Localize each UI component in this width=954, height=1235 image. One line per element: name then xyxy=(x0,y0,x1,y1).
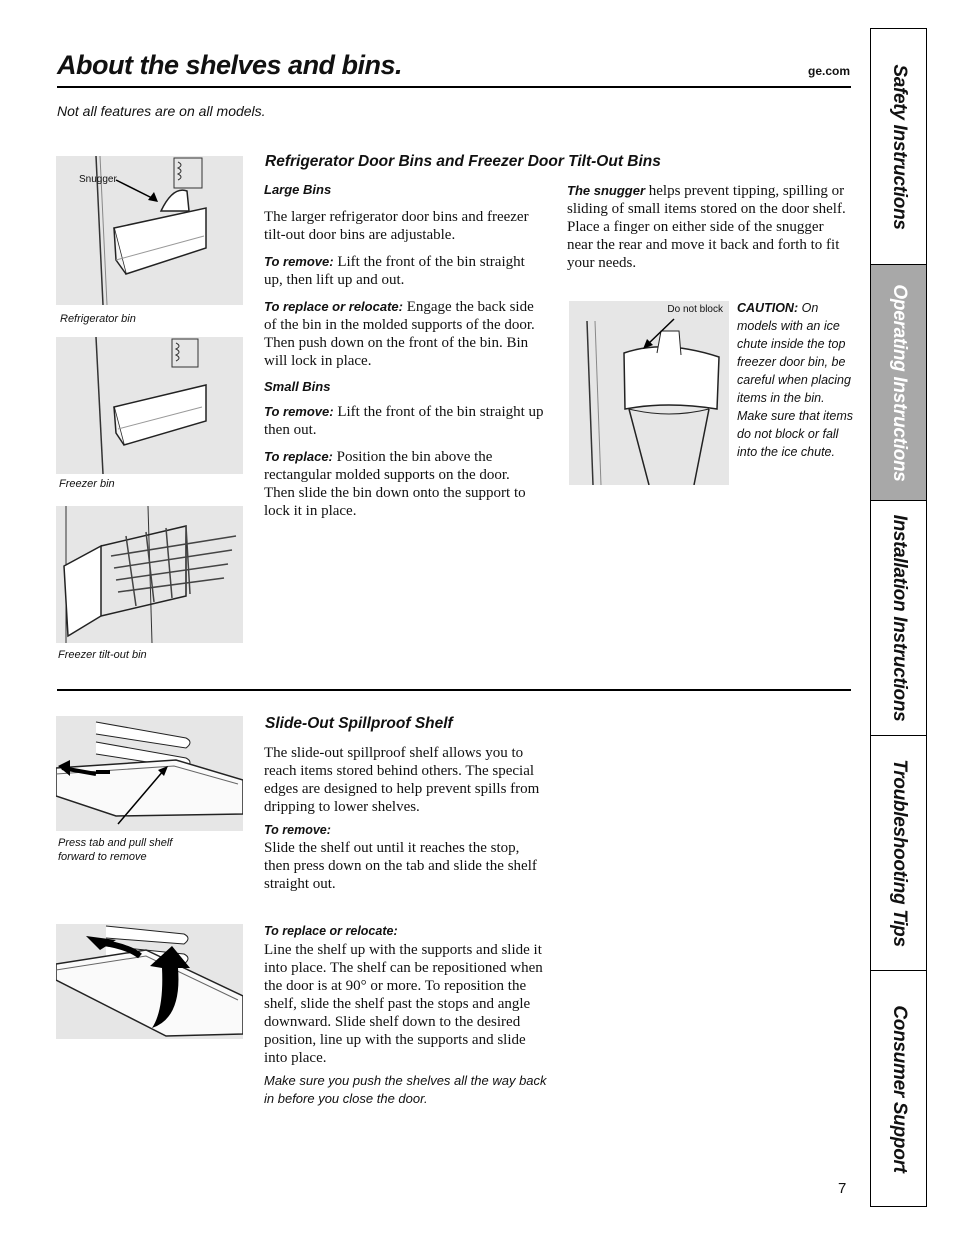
spillproof-intro: The slide-out spillproof shelf allows you to reach items stored behind others. The special edges are designed to help prevent spills from dripping to lower shelves. xyxy=(264,745,540,815)
tab-installation-instructions[interactable] xyxy=(871,501,926,736)
models-note: Not all features are on all models. xyxy=(57,103,266,119)
do-not-block-callout: Do not block xyxy=(667,304,723,315)
snugger-callout: Snugger xyxy=(79,174,117,185)
small-remove-label: To remove: xyxy=(264,404,334,419)
caution-note xyxy=(737,299,853,461)
spillproof-replace-label: To replace or relocate: xyxy=(264,924,398,938)
section-heading-spillproof-shelf: Slide-Out Spillproof Shelf xyxy=(265,715,453,732)
ice-chute-figure xyxy=(569,301,729,485)
refrigerator-bin-caption: Refrigerator bin xyxy=(60,313,136,325)
tab-safety-instructions[interactable] xyxy=(871,29,926,265)
large-bins-remove xyxy=(264,253,544,289)
tab-label: Consumer Support xyxy=(888,1004,910,1173)
freezer-bin-figure xyxy=(56,337,243,474)
snugger-label: The snugger xyxy=(567,183,646,198)
caution-label: CAUTION: xyxy=(737,301,799,315)
snugger-paragraph xyxy=(567,182,851,272)
page-title: About the shelves and bins. xyxy=(57,50,403,80)
caution-text: On models with an ice chute inside the top freezer door bin, be careful when placing items in the bin. Make sure that items do not block or fall into the ice chute. xyxy=(737,301,854,459)
tab-label: Safety Instructions xyxy=(888,63,910,230)
small-replace-text: Position the bin above the rectangular molded supports on the door. Then slide the bin down onto the support to lock it in place. xyxy=(264,449,526,519)
remove-label: To remove: xyxy=(264,254,334,269)
spillproof-replace-text: Line the shelf up with the supports and slide it into place. The shelf can be repositioned when the door is at 90° or more. To reposition the shelf, slide the shelf past the stops and angle downward. Slide shelf down to the desired position, line up with the supports and slide into place. xyxy=(264,942,543,1066)
freezer-bin-caption: Freezer bin xyxy=(59,478,115,490)
refrigerator-bin-figure xyxy=(56,156,243,305)
replace-relocate-text: Engage the back side of the bin in the molded supports of the door. Then push down on the front of the bin. Bin will lock in place. xyxy=(264,299,535,369)
press-tab-caption: Press tab and pull shelf forward to remove xyxy=(58,837,173,863)
door-bins-left-column xyxy=(264,182,544,520)
small-bins-remove xyxy=(264,403,544,439)
tab-label: Operating Instructions xyxy=(888,283,910,482)
section-divider xyxy=(57,689,851,691)
freezer-tilt-out-bin-figure xyxy=(56,506,243,643)
small-bins-replace xyxy=(264,448,544,520)
tab-consumer-support[interactable] xyxy=(871,971,926,1206)
tab-label: Troubleshooting Tips xyxy=(888,759,910,947)
tab-operating-instructions[interactable] xyxy=(871,265,926,501)
spillproof-remove-text: Slide the shelf out until it reaches the stop, then press down on the tab and slide the shelf straight out. xyxy=(264,840,537,892)
website-label: ge.com xyxy=(807,64,850,78)
small-bins-heading: Small Bins xyxy=(264,379,331,394)
spillproof-remove-label: To remove: xyxy=(264,823,331,837)
header-rule xyxy=(57,86,851,88)
shelf-remove-figure xyxy=(56,716,243,831)
tab-label: Installation Instructions xyxy=(888,514,910,722)
small-remove-text: Lift the front of the bin straight up then out. xyxy=(264,404,544,438)
shelf-replace-figure xyxy=(56,924,243,1039)
large-bins-intro: The larger refrigerator door bins and freezer tilt-out door bins are adjustable. xyxy=(264,209,529,243)
closing-note: Make sure you push the shelves all the way back in before you close the door. xyxy=(264,1073,547,1106)
small-replace-label: To replace: xyxy=(264,449,333,464)
page-number: 7 xyxy=(838,1180,847,1197)
sidebar-tabs xyxy=(870,28,927,1207)
remove-text: Lift the front of the bin straight up, then lift up and out. xyxy=(264,254,525,288)
replace-relocate-label: To replace or relocate: xyxy=(264,299,403,314)
freezer-tilt-out-bin-caption: Freezer tilt-out bin xyxy=(58,649,147,661)
tab-troubleshooting-tips[interactable] xyxy=(871,736,926,971)
large-bins-heading: Large Bins xyxy=(264,182,332,197)
snugger-text: helps prevent tipping, spilling or sliding of small items stored on the door shelf. Place a finger on either side of the snugger near the rear and move it back and forth to fit your needs. xyxy=(567,183,846,271)
large-bins-replace xyxy=(264,298,544,370)
section-heading-door-bins: Refrigerator Door Bins and Freezer Door Tilt-Out Bins xyxy=(265,153,661,170)
